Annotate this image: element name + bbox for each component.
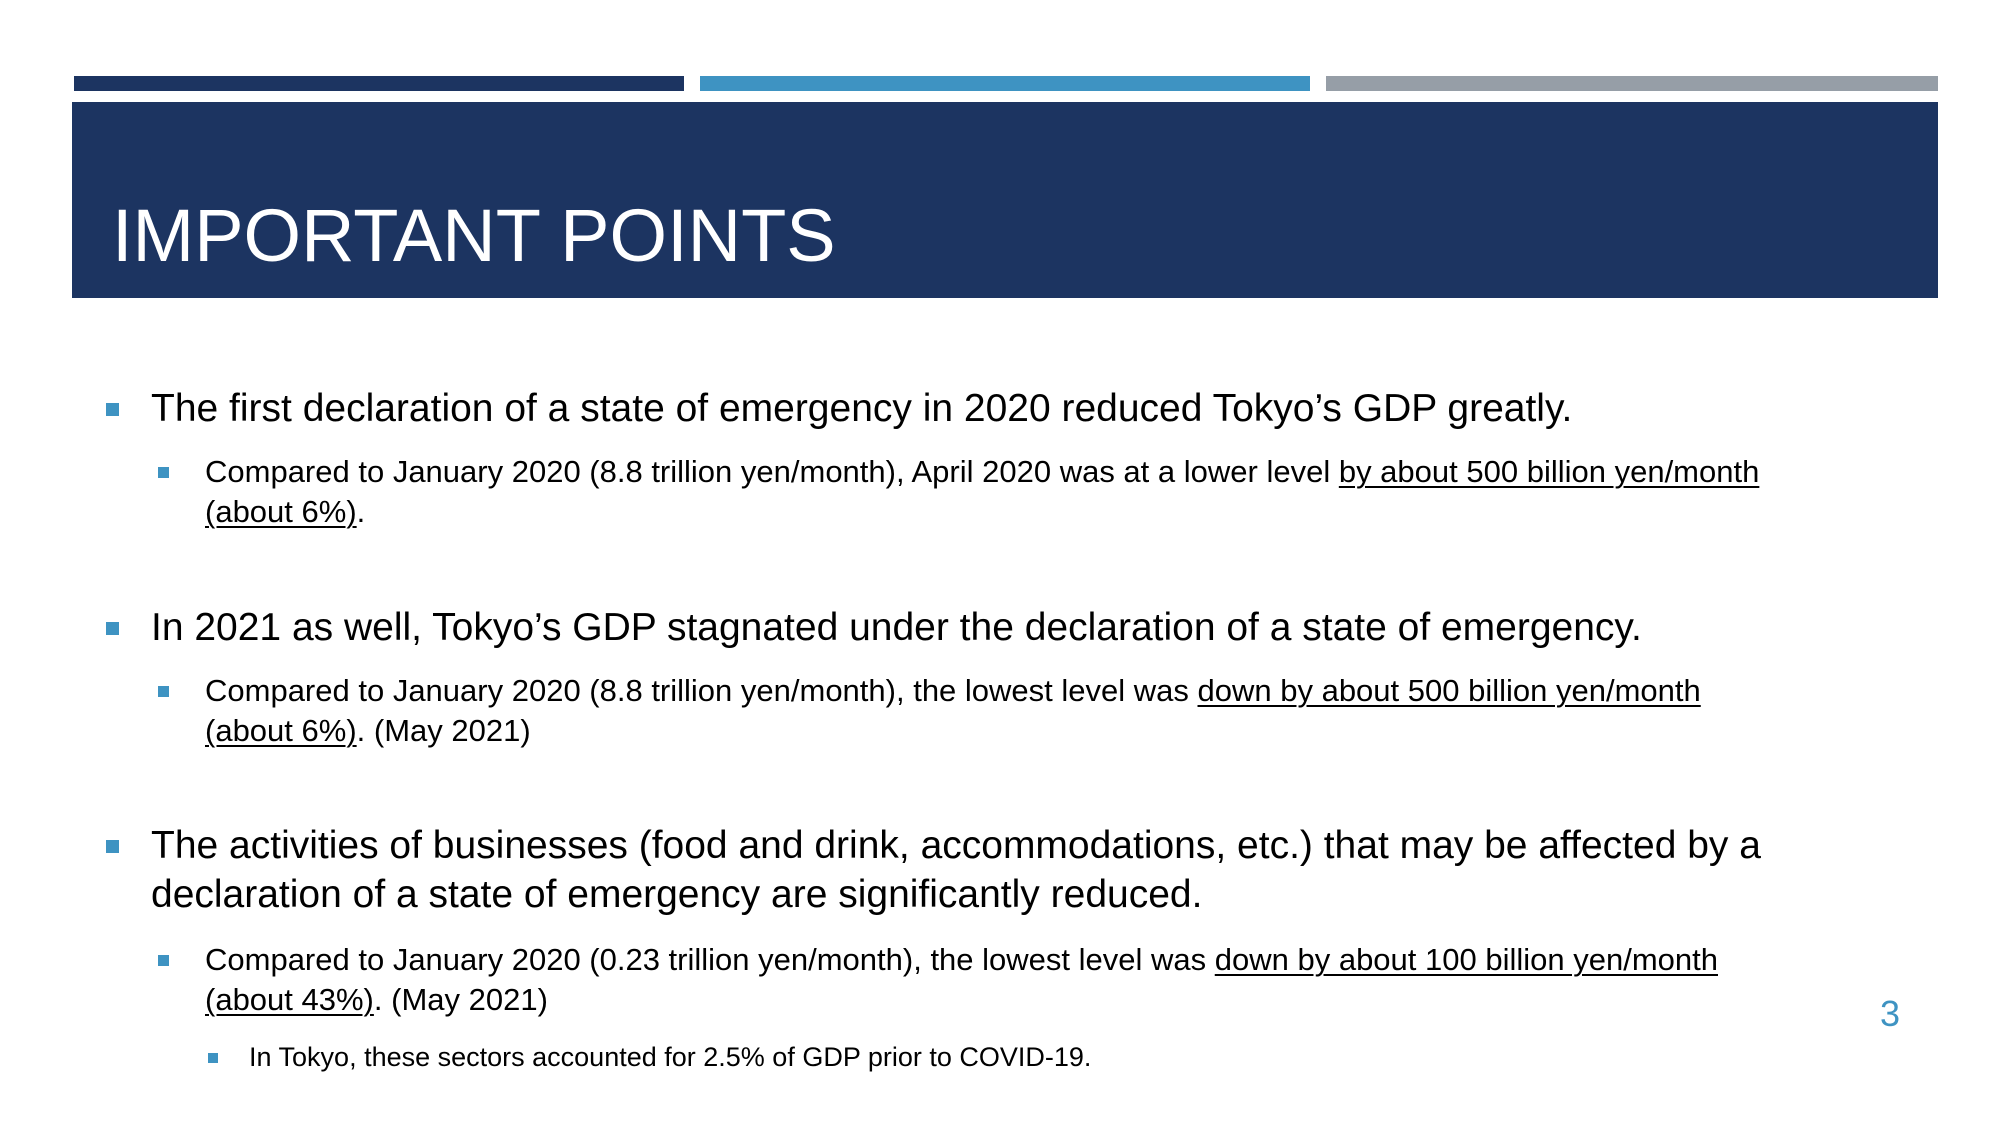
point-2-sub-tail: . (May 2021) — [356, 713, 531, 748]
sub-bullet-square-icon — [158, 686, 169, 697]
point-3-text-line-1: The activities of businesses (food and drink, accommodations, etc.) that may be affected by a — [151, 824, 1761, 867]
point-1-sub-line-2 — [205, 492, 365, 532]
point-1-sub-percent: (about 6%) — [205, 494, 357, 529]
point-1-sub-tail: . — [356, 494, 366, 529]
bullet-square-icon — [106, 840, 119, 853]
point-3-sub-tail: . (May 2021) — [373, 982, 548, 1017]
bullet-square-icon — [106, 622, 119, 635]
point-3-sub-text: Compared to January 2020 (0.23 trillion yen/month), the lowest level was — [205, 942, 1215, 977]
point-2-sub-emphasis: down by about 500 billion yen/month — [1197, 673, 1701, 708]
point-1-sub-text: Compared to January 2020 (8.8 trillion yen/month), April 2020 was at a lower level — [205, 454, 1339, 489]
point-1-sub-emphasis: by about 500 billion yen/month — [1338, 454, 1760, 489]
point-3-subsub-text: In Tokyo, these sectors accounted for 2.5% of GDP prior to COVID-19. — [249, 1042, 1092, 1072]
sub-sub-bullet-square-icon — [208, 1053, 218, 1063]
point-3-sub-percent: (about 43%) — [205, 982, 374, 1017]
point-3-sub-line-2 — [205, 980, 548, 1020]
point-2-text: In 2021 as well, Tokyo’s GDP stagnated under the declaration of a state of emergency. — [151, 606, 1642, 649]
page-number: 3 — [1879, 993, 1901, 1034]
bullet-square-icon — [106, 403, 119, 416]
point-2-sub-percent: (about 6%) — [205, 713, 357, 748]
point-3-sub-emphasis: down by about 100 billion yen/month — [1214, 942, 1718, 977]
point-3-sub-line-1 — [205, 940, 1718, 980]
point-2-sub-line-1 — [205, 671, 1701, 711]
point-2-sub-line-2 — [205, 711, 531, 751]
sub-bullet-square-icon — [158, 955, 169, 966]
slide-title: IMPORTANT POINTS — [112, 194, 836, 277]
point-1-sub-line-1 — [205, 452, 1759, 492]
point-1-text: The first declaration of a state of emergency in 2020 reduced Tokyo’s GDP greatly. — [151, 387, 1573, 430]
point-3-text-line-2: declaration of a state of emergency are significantly reduced. — [151, 873, 1203, 916]
point-2-sub-text: Compared to January 2020 (8.8 trillion yen/month), the lowest level was — [205, 673, 1198, 708]
sub-bullet-square-icon — [158, 467, 169, 478]
